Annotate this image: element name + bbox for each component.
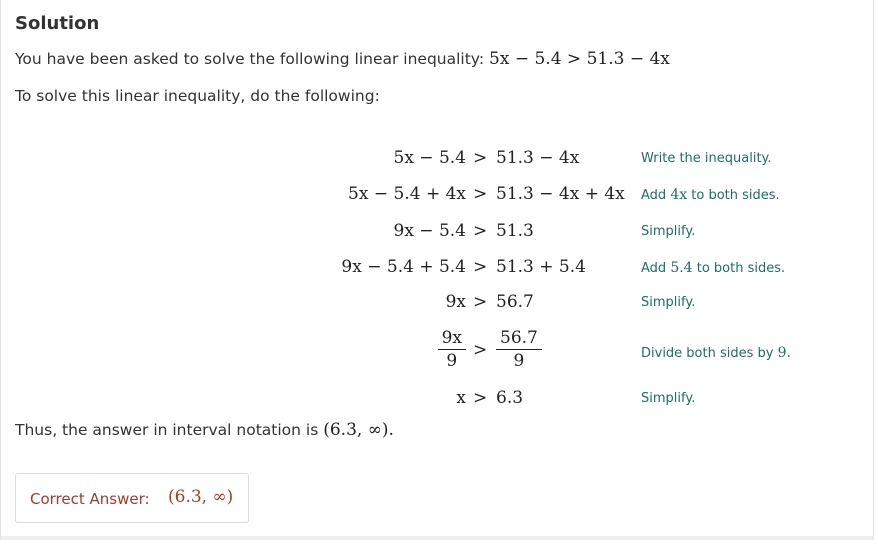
- step-lhs: 5x − 5.4 + 4x: [348, 184, 466, 204]
- note-prefix: Add: [641, 188, 667, 203]
- step-rhs: 56.7: [496, 292, 534, 312]
- step-5: [1, 292, 875, 316]
- step-operator: >: [473, 257, 488, 277]
- step-rhs: 51.3 − 4x + 4x: [496, 184, 625, 204]
- note-prefix: Divide both sides by: [641, 346, 774, 361]
- step-4: [1, 257, 875, 281]
- conclusion-line: [15, 420, 394, 440]
- correct-answer-label: Correct Answer:: [30, 490, 150, 508]
- step-lhs-fraction: [438, 327, 466, 372]
- lhs-fraction: [438, 327, 466, 372]
- fraction-denominator: 9: [513, 351, 525, 371]
- step-rhs: 6.3: [496, 388, 524, 408]
- note-math: 9.: [777, 345, 791, 361]
- step-note: Simplify.: [641, 224, 696, 239]
- fraction-denominator: 9: [446, 351, 458, 371]
- step-6: [1, 327, 875, 377]
- step-operator: >: [473, 292, 488, 312]
- step-rhs: 51.3 + 5.4: [496, 257, 586, 277]
- step-1: [1, 148, 875, 172]
- step-note: [641, 260, 785, 276]
- problem-inequality: 5x − 5.4 > 51.3 − 4x: [489, 49, 670, 69]
- step-lhs: 9x − 5.4: [393, 221, 466, 241]
- step-rhs: 51.3: [496, 221, 534, 241]
- step-note: [641, 187, 780, 203]
- step-note: Simplify.: [641, 391, 696, 406]
- intro-line: [15, 49, 670, 69]
- step-rhs: 51.3 − 4x: [496, 148, 580, 168]
- step-7: [1, 388, 875, 412]
- solution-heading: Solution: [15, 13, 100, 34]
- instruction-text: To solve this linear inequality, do the following:: [15, 87, 380, 105]
- note-suffix: to both sides.: [691, 188, 780, 203]
- step-note: Simplify.: [641, 295, 696, 310]
- note-math: 5.4: [670, 260, 693, 276]
- step-operator: >: [473, 184, 488, 204]
- step-lhs: 9x − 5.4 + 5.4: [341, 257, 466, 277]
- step-2: [1, 184, 875, 208]
- step-operator: >: [473, 148, 488, 168]
- fraction-numerator: 56.7: [496, 327, 542, 350]
- intro-text: You have been asked to solve the following linear inequality:: [15, 50, 485, 68]
- step-3: [1, 221, 875, 245]
- fraction-numerator: 9x: [438, 327, 466, 350]
- rhs-fraction: [496, 327, 542, 372]
- correct-answer-value: (6.3, ∞): [168, 487, 234, 507]
- step-note: [641, 345, 791, 361]
- note-suffix: to both sides.: [696, 261, 786, 276]
- step-rhs-fraction: [496, 327, 542, 372]
- step-note: Write the inequality.: [641, 151, 772, 166]
- correct-answer-box: [15, 473, 249, 523]
- conclusion-interval: (6.3, ∞).: [323, 420, 394, 440]
- step-operator: >: [473, 388, 488, 408]
- step-operator: >: [473, 221, 488, 241]
- conclusion-text: Thus, the answer in interval notation is: [15, 421, 319, 439]
- note-prefix: Add: [641, 261, 667, 276]
- step-operator: >: [473, 340, 488, 360]
- note-math: 4x: [670, 187, 688, 203]
- step-lhs: 5x − 5.4: [393, 148, 466, 168]
- step-lhs: 9x: [445, 292, 466, 312]
- step-lhs: x: [456, 388, 466, 408]
